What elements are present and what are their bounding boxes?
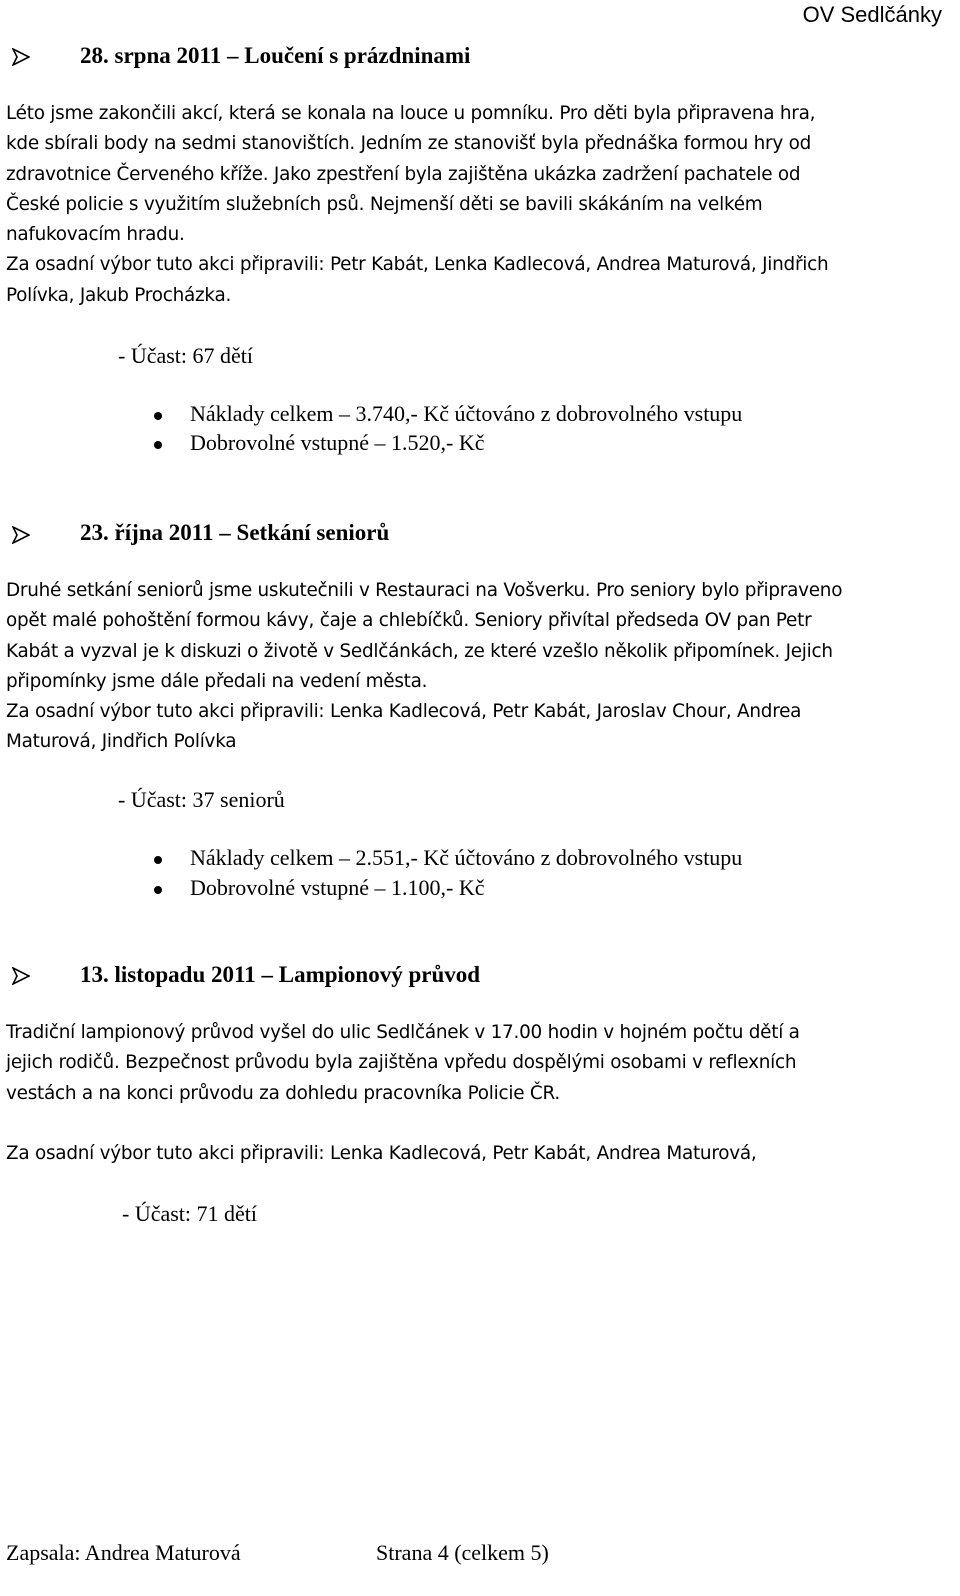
participation-item: - Účast: 67 dětí — [118, 343, 254, 368]
section-heading: 13. listopadu 2011 – Lampionový průvod — [80, 962, 481, 987]
bullet-dot-icon — [154, 856, 162, 864]
paragraph-line: České policie s využitím služebních psů. Nejmenší děti se bavili skákáním na velkém — [6, 193, 763, 215]
list-item — [190, 875, 485, 901]
page-header-title: OV Sedlčánky — [802, 2, 942, 27]
paragraph-line: opět malé pohoštění formou kávy, čaje a chlebíčků. Seniory přivítal předseda OV pan Petr — [6, 610, 812, 632]
list-item-text: Dobrovolné vstupné – 1.100,- Kč — [190, 875, 485, 900]
paragraph-line: Za osadní výbor tuto akci připravili: Petr Kabát, Lenka Kadlecová, Andrea Maturová, Jindřich — [6, 254, 829, 276]
bullet-dot-icon — [154, 412, 162, 420]
list-item — [190, 845, 742, 871]
list-item-text: Dobrovolné vstupné – 1.520,- Kč — [190, 430, 485, 455]
list-item — [190, 401, 742, 427]
paragraph-line: Za osadní výbor tuto akci připravili: Lenka Kadlecová, Petr Kabát, Andrea Maturová, — [6, 1143, 757, 1164]
list-item-text: Náklady celkem – 2.551,- Kč účtováno z dobrovolného vstupu — [190, 845, 743, 870]
participation-item: - Účast: 37 seniorů — [118, 787, 285, 812]
paragraph-line: jejich rodičů. Bezpečnost průvodu byla zajištěna vpředu dospělými osobami v reflexních — [6, 1052, 797, 1074]
paragraph-line: nafukovacím hradu. — [6, 224, 185, 246]
arrow-bullet-icon — [12, 967, 30, 985]
paragraph-line: kde sbírali body na sedmi stanovištích. Jedním ze stanovišť byla přednáška formou hry od — [6, 133, 812, 155]
footer-author: Zapsala: Andrea Maturová — [6, 1540, 241, 1565]
bullet-dot-icon — [154, 441, 162, 449]
section-paragraph — [6, 576, 951, 758]
paragraph-line: Tradiční lampionový průvod vyšel do ulic Sedlčánek v 17.00 hodin v hojném počtu dětí a — [6, 1022, 800, 1043]
paragraph-line: Druhé setkání seniorů jsme uskutečnili v Restauraci na Vošverku. Pro seniory bylo připraveno — [6, 580, 843, 601]
participation-item: - Účast: 71 dětí — [122, 1201, 258, 1226]
paragraph-line: Polívka, Jakub Procházka. — [6, 284, 232, 306]
arrow-bullet-icon — [12, 48, 30, 66]
footer-page-number: Strana 4 (celkem 5) — [376, 1540, 549, 1565]
list-item-text: Náklady celkem – 3.740,- Kč účtováno z dobrovolného vstupu — [190, 401, 743, 426]
paragraph-line: Kabát a vyzval je k diskuzi o životě v Sedlčánkách, ze které vzešlo několik připomínek. Jejich — [6, 640, 833, 662]
bullet-dot-icon — [154, 886, 162, 894]
arrow-bullet-icon — [12, 526, 30, 544]
section-paragraph — [6, 99, 951, 311]
list-item — [190, 430, 485, 456]
paragraph-line: připomínky jsme dále předali na vedení města. — [6, 670, 428, 692]
section-heading: 23. října 2011 – Setkání seniorů — [80, 520, 390, 545]
paragraph-line: Léto jsme zakončili akcí, která se konala na louce u pomníku. Pro děti byla připravena hra, — [6, 103, 816, 124]
paragraph-line: vestách a na konci průvodu za dohledu pracovníka Policie ČR. — [6, 1082, 560, 1104]
paragraph-line: Maturová, Jindřich Polívka — [6, 731, 237, 753]
section-heading: 28. srpna 2011 – Loučení s prázdninami — [80, 43, 471, 68]
paragraph-line: Za osadní výbor tuto akci připravili: Lenka Kadlecová, Petr Kabát, Jaroslav Chour, Andrea — [6, 701, 802, 723]
organizers-paragraph — [6, 1139, 951, 1169]
section-paragraph — [6, 1018, 951, 1109]
paragraph-line: zdravotnice Červeného kříže. Jako zpestření byla zajištěna ukázka zadržení pachatele od — [6, 163, 801, 185]
